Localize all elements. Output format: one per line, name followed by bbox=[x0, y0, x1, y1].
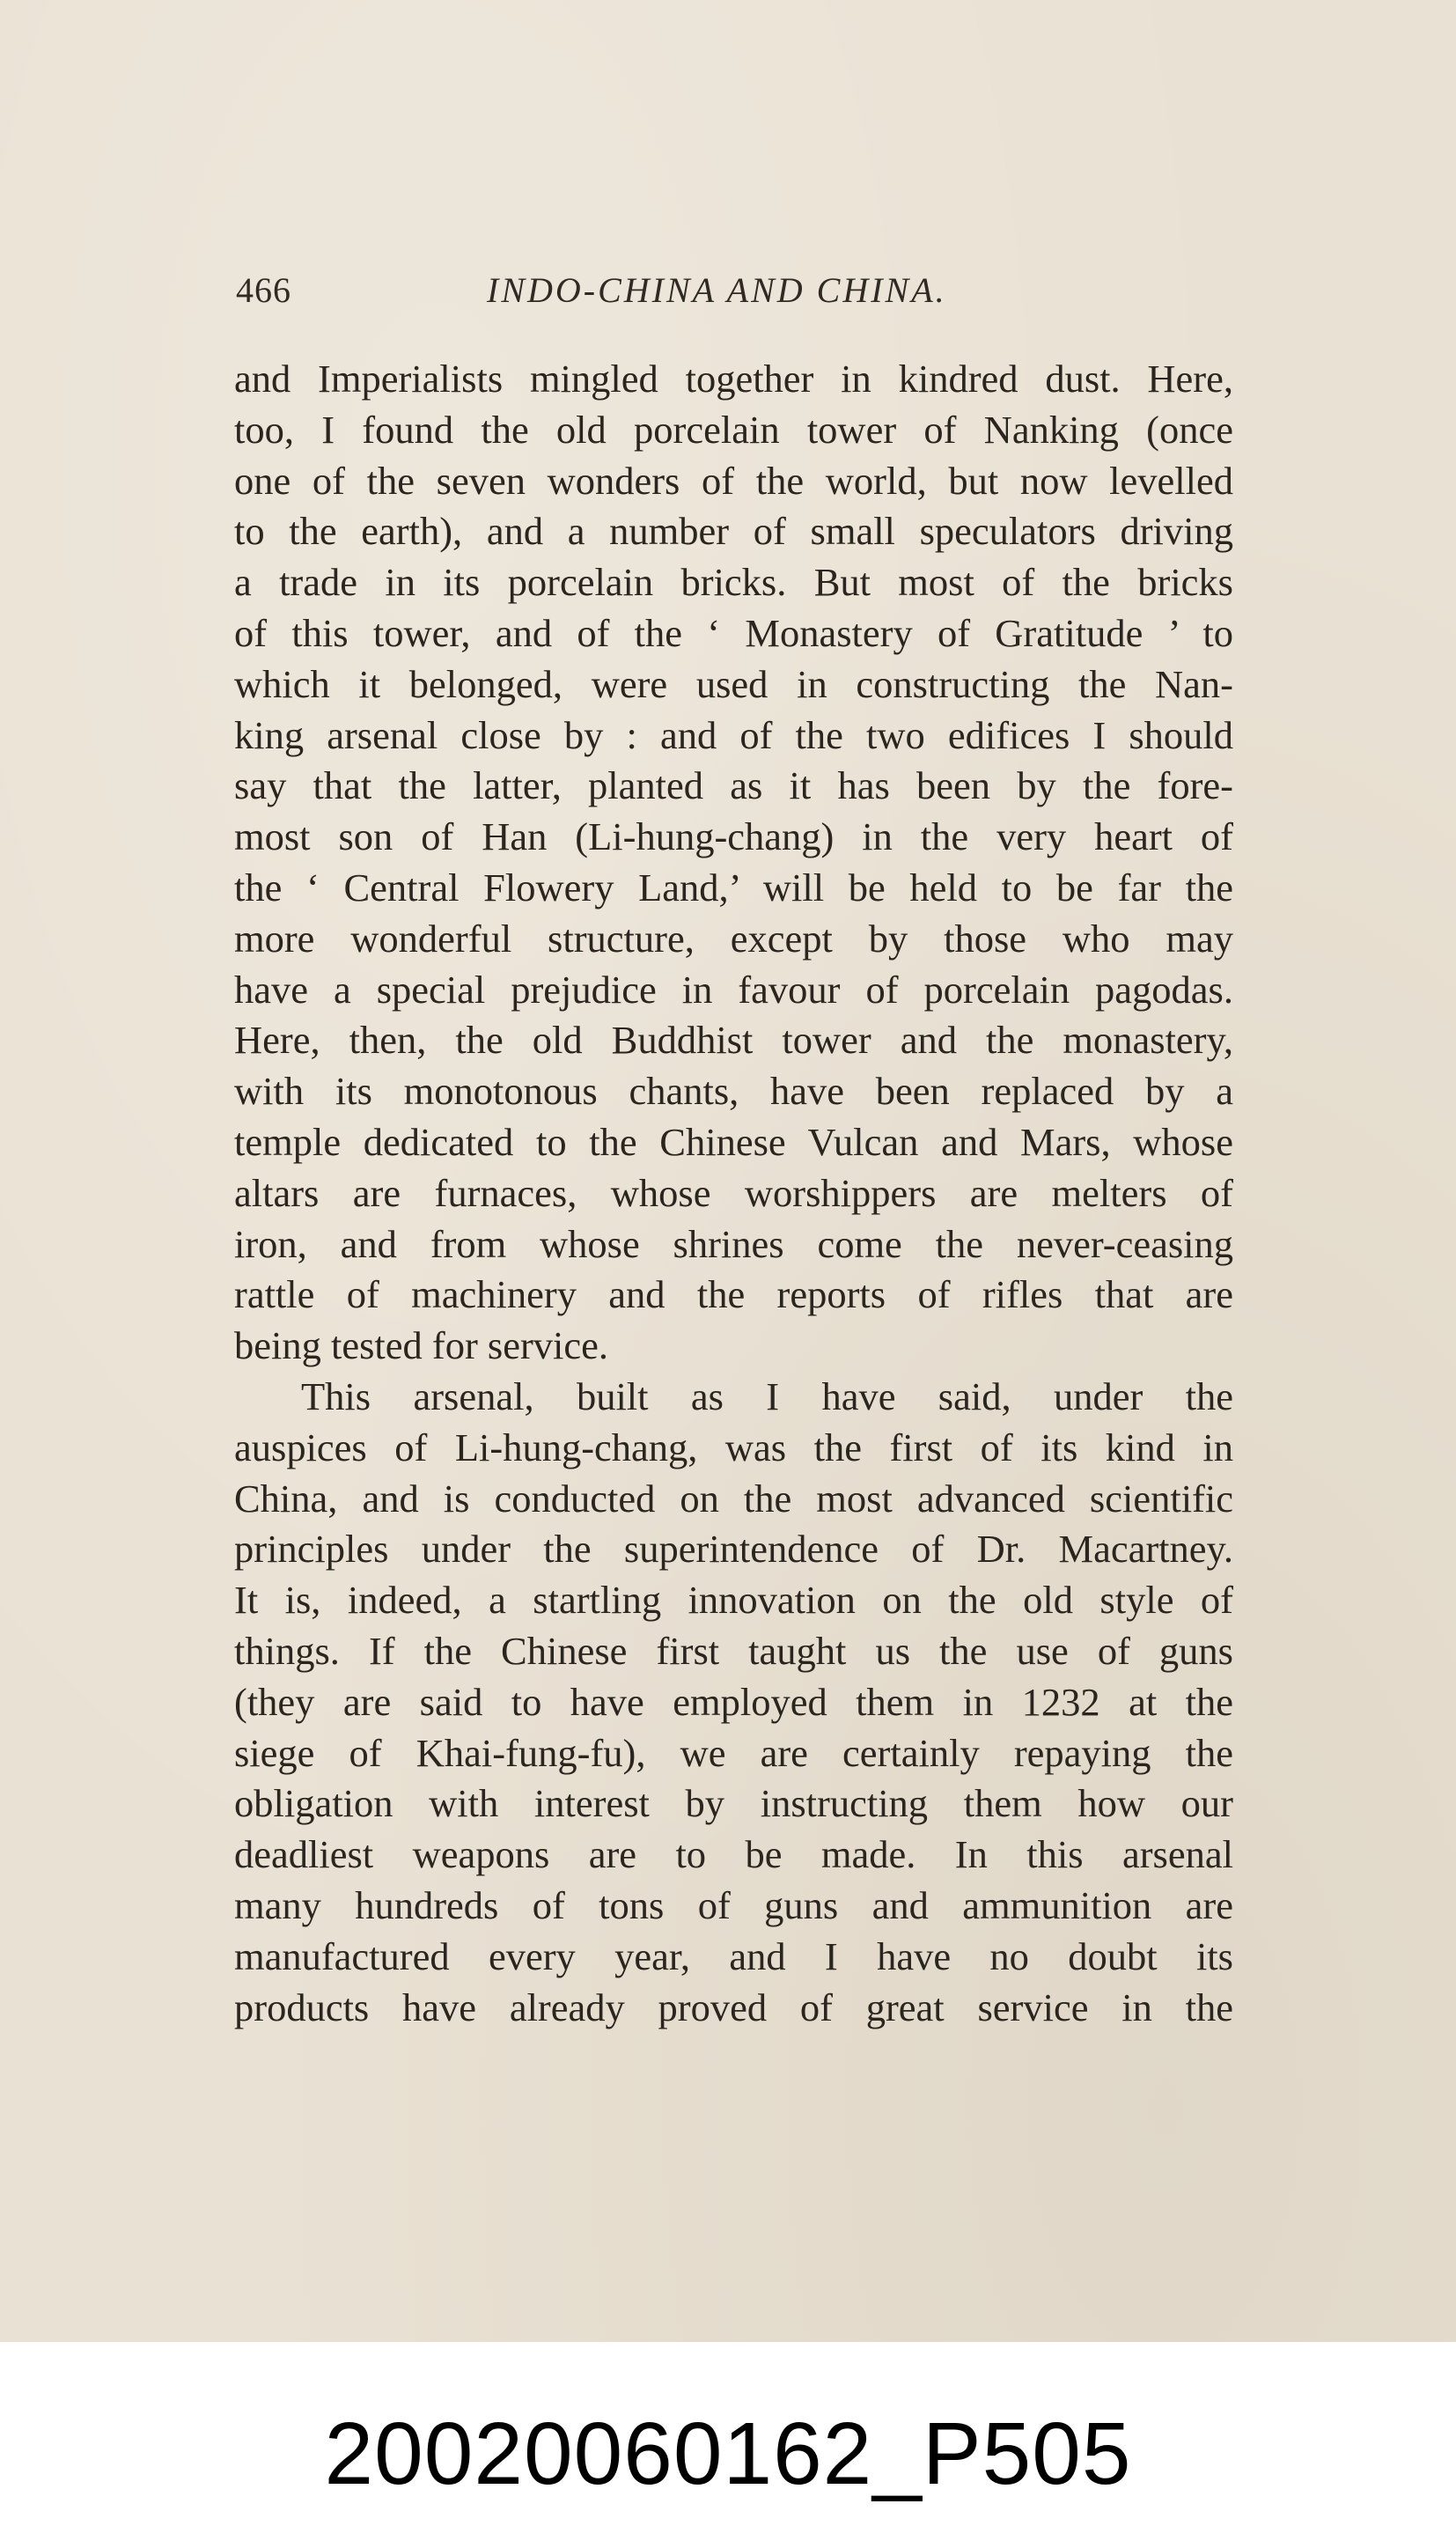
text-line: auspices of Li-hung-chang, was the first of its kind in bbox=[234, 1425, 1233, 1469]
paragraph bbox=[234, 1372, 1233, 2033]
text-line: most son of Han (Li-hung-chang) in the very heart of bbox=[234, 814, 1233, 859]
image-id-label: 20020060162_P505 bbox=[324, 2404, 1132, 2503]
text-line: and Imperialists mingled together in kindred dust. Here, bbox=[234, 357, 1233, 401]
text-line: of this tower, and of the ‘ Monastery of Gratitude ’ to bbox=[234, 610, 1233, 655]
text-line: things. If the Chinese first taught us the use of guns bbox=[234, 1628, 1233, 1673]
text-line: being tested for service. bbox=[234, 1323, 609, 1368]
text-line: which it belonged, were used in constructing the Nan- bbox=[234, 661, 1233, 706]
text-line: iron, and from whose shrines come the never-ceasing bbox=[234, 1221, 1233, 1266]
text-line: have a special prejudice in favour of porcelain pagodas. bbox=[234, 967, 1233, 1012]
text-line: say that the latter, planted as it has been by the fore- bbox=[234, 763, 1233, 808]
text-line: China, and is conducted on the most advanced scientific bbox=[234, 1476, 1233, 1521]
text-line: temple dedicated to the Chinese Vulcan and Mars, whose bbox=[234, 1119, 1233, 1164]
text-line: many hundreds of tons of guns and ammunition are bbox=[234, 1882, 1233, 1927]
text-line: to the earth), and a number of small speculators driving bbox=[234, 509, 1233, 554]
text-line: principles under the superintendence of Dr. Macartney. bbox=[234, 1527, 1233, 1572]
text-line: altars are furnaces, whose worshippers are melters of bbox=[234, 1170, 1233, 1215]
text-line: obligation with interest by instructing them how our bbox=[234, 1781, 1233, 1826]
text-line: It is, indeed, a startling innovation on the old style of bbox=[234, 1578, 1233, 1623]
text-line: (they are said to have employed them in 1232 at the bbox=[234, 1679, 1233, 1724]
text-line: deadliest weapons are to be made. In this arsenal bbox=[234, 1832, 1233, 1877]
paragraph bbox=[234, 354, 1233, 1372]
text-line: siege of Khai-fung-fu), we are certainly repaying the bbox=[234, 1730, 1233, 1775]
text-line: too, I found the old porcelain tower of Nanking (once bbox=[234, 407, 1233, 452]
text-line: the ‘ Central Flowery Land,’ will be held to be far the bbox=[234, 865, 1233, 909]
text-line: with its monotonous chants, have been replaced by a bbox=[234, 1069, 1233, 1114]
text-line: king arsenal close by : and of the two edifices I should bbox=[234, 712, 1233, 757]
text-line: more wonderful structure, except by those who may bbox=[234, 916, 1233, 961]
text-line: This arsenal, built as I have said, under the bbox=[301, 1373, 1233, 1418]
text-line: one of the seven wonders of the world, but now levelled bbox=[234, 458, 1233, 503]
page-header bbox=[236, 269, 1231, 319]
text-line: products have already proved of great service in the bbox=[234, 1985, 1233, 2029]
body-text bbox=[234, 354, 1233, 2033]
text-line: a trade in its porcelain bricks. But most of the bricks bbox=[234, 560, 1233, 605]
text-line: rattle of machinery and the reports of rifles that are bbox=[234, 1272, 1233, 1317]
running-head: INDO-CHINA AND CHINA. bbox=[487, 270, 947, 310]
page-number: 466 bbox=[236, 270, 291, 310]
text-line: manufactured every year, and I have no doubt its bbox=[234, 1933, 1233, 1978]
text-line: Here, then, the old Buddhist tower and the monastery, bbox=[234, 1018, 1233, 1063]
